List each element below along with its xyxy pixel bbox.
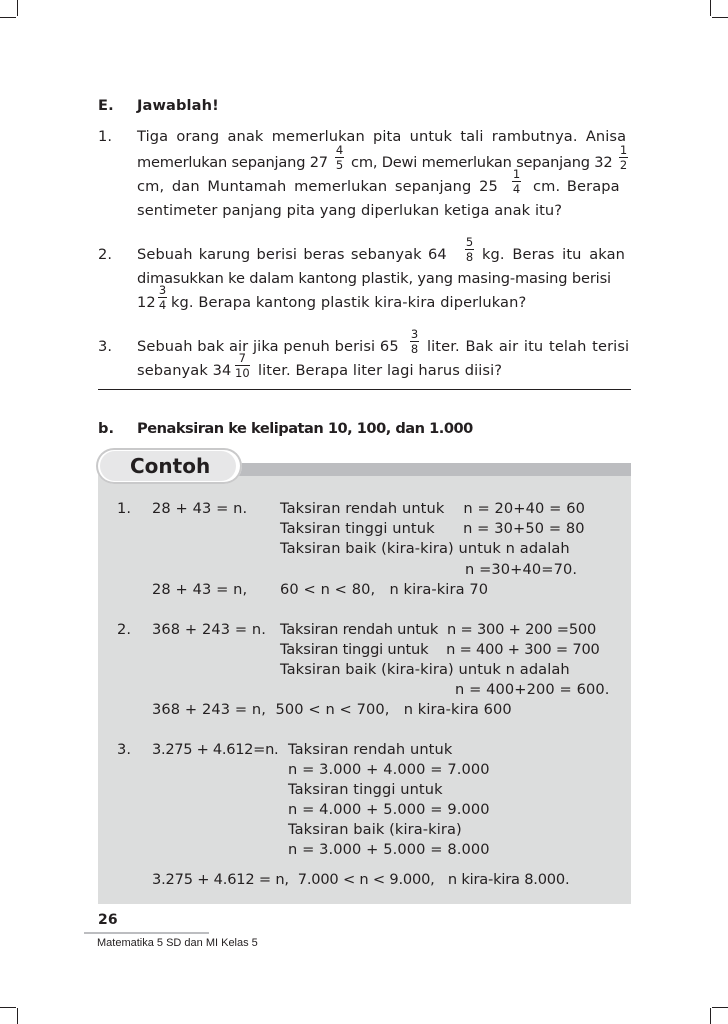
estimate-line: n = 400+200 = 600. — [455, 681, 610, 698]
question-text: kg. Beras itu akan — [482, 246, 625, 263]
footer-rule — [84, 932, 209, 934]
fraction — [619, 144, 628, 171]
question-text: kg. Berapa kantong plastik kira-kira diperlukan? — [171, 294, 527, 311]
fraction — [465, 236, 474, 263]
estimate-line: n = 3.000 + 4.000 = 7.000 — [288, 761, 490, 778]
fraction-denominator: 5 — [335, 158, 344, 172]
crop-mark-top-right-v — [710, 0, 711, 16]
fraction — [512, 168, 521, 195]
question-text: Sebuah karung berisi beras sebanyak 64 — [137, 246, 447, 263]
question-text: memerlukan sepanjang 27 — [137, 154, 328, 171]
fraction — [410, 328, 419, 355]
fraction-denominator: 4 — [512, 182, 521, 196]
fraction-numerator: 5 — [465, 235, 474, 249]
section-b-title: Penaksiran ke kelipatan 10, 100, dan 1.000 — [137, 420, 473, 437]
fraction-denominator: 4 — [158, 298, 167, 312]
question-text: cm, dan Muntamah memerlukan sepanjang 25 — [137, 178, 498, 195]
question-text: cm, Dewi memerlukan sepanjang 32 — [351, 154, 613, 171]
question-text: sentimeter panjang pita yang diperlukan ketiga anak itu? — [137, 202, 563, 219]
fraction — [235, 352, 250, 379]
estimate-line: Taksiran rendah untuk n = 20+40 = 60 — [280, 500, 585, 517]
fraction-denominator: 2 — [619, 158, 628, 172]
conclusion-text: 3.275 + 4.612 = n, 7.000 < n < 9.000, n kira-kira 8.000. — [152, 871, 570, 888]
example-number: 3. — [117, 741, 132, 758]
question-text: Tiga orang anak memerlukan pita untuk tali rambutnya. Anisa — [137, 128, 627, 145]
crop-mark-top-left-v — [17, 0, 18, 16]
conclusion-text: 368 + 243 = n, 500 < n < 700, n kira-kira 600 — [152, 701, 512, 718]
estimate-line: n = 4.000 + 5.000 = 9.000 — [288, 801, 490, 818]
page-number: 26 — [98, 912, 118, 928]
fraction-numerator: 1 — [512, 167, 521, 181]
fraction — [158, 284, 167, 311]
question-text: Sebuah bak air jika penuh berisi 65 — [137, 338, 399, 355]
example-box-header-bar — [238, 463, 631, 476]
example-number: 2. — [117, 621, 132, 638]
estimate-line: n = 3.000 + 5.000 = 8.000 — [288, 841, 490, 858]
section-b-letter: b. — [98, 420, 115, 437]
crop-mark-bottom-right-h — [712, 1007, 728, 1008]
example-number: 1. — [117, 500, 132, 517]
fraction-numerator: 3 — [410, 327, 419, 341]
example-label: Contoh — [130, 454, 211, 478]
book-title: Matematika 5 SD dan MI Kelas 5 — [97, 937, 258, 949]
question-text: cm. Berapa — [533, 178, 620, 195]
conclusion-equation: 28 + 43 = n, — [152, 581, 248, 598]
crop-mark-bottom-right-v — [710, 1008, 711, 1024]
section-e-title: Jawablah! — [137, 97, 219, 114]
fraction-numerator: 4 — [335, 143, 344, 157]
example-equation: 368 + 243 = n. — [152, 621, 267, 638]
question-text: liter. Bak air itu telah terisi — [427, 338, 630, 355]
question-text: sebanyak 34 — [137, 362, 232, 379]
estimate-line: Taksiran tinggi untuk — [288, 781, 443, 798]
fraction-numerator: 1 — [619, 143, 628, 157]
fraction-numerator: 7 — [238, 351, 246, 365]
fraction-denominator: 10 — [235, 366, 250, 380]
question-number: 2. — [98, 246, 113, 263]
crop-mark-bottom-left-h — [0, 1007, 16, 1008]
estimate-line: Taksiran rendah untuk — [288, 741, 453, 758]
estimate-line: n =30+40=70. — [465, 561, 578, 578]
estimate-line: Taksiran baik (kira-kira) — [288, 821, 462, 838]
question-number: 3. — [98, 338, 113, 355]
section-e-letter: E. — [98, 97, 114, 114]
crop-mark-top-left-h — [0, 17, 16, 18]
fraction-numerator: 3 — [158, 283, 167, 297]
fraction — [335, 144, 344, 171]
section-divider — [98, 389, 631, 390]
conclusion-text: 60 < n < 80, n kira-kira 70 — [280, 581, 489, 598]
question-text: liter. Berapa liter lagi harus diisi? — [258, 362, 503, 379]
example-equation: 3.275 + 4.612=n. — [152, 741, 279, 758]
fraction-denominator: 8 — [465, 250, 474, 264]
estimate-line: Taksiran rendah untuk n = 300 + 200 =500 — [280, 621, 597, 638]
estimate-line: Taksiran tinggi untuk n = 30+50 = 80 — [280, 520, 585, 537]
crop-mark-top-right-h — [712, 17, 728, 18]
estimate-line: Taksiran baik (kira-kira) untuk n adalah — [280, 540, 570, 557]
estimate-line: Taksiran baik (kira-kira) untuk n adalah — [280, 661, 570, 678]
example-equation: 28 + 43 = n. — [152, 500, 248, 517]
question-number: 1. — [98, 128, 113, 145]
question-text: dimasukkan ke dalam kantong plastik, yang masing-masing berisi — [137, 270, 611, 287]
question-text: 12 — [137, 294, 156, 311]
fraction-denominator: 8 — [410, 342, 419, 356]
estimate-line: Taksiran tinggi untuk n = 400 + 300 = 700 — [280, 641, 600, 658]
crop-mark-bottom-left-v — [17, 1008, 18, 1024]
